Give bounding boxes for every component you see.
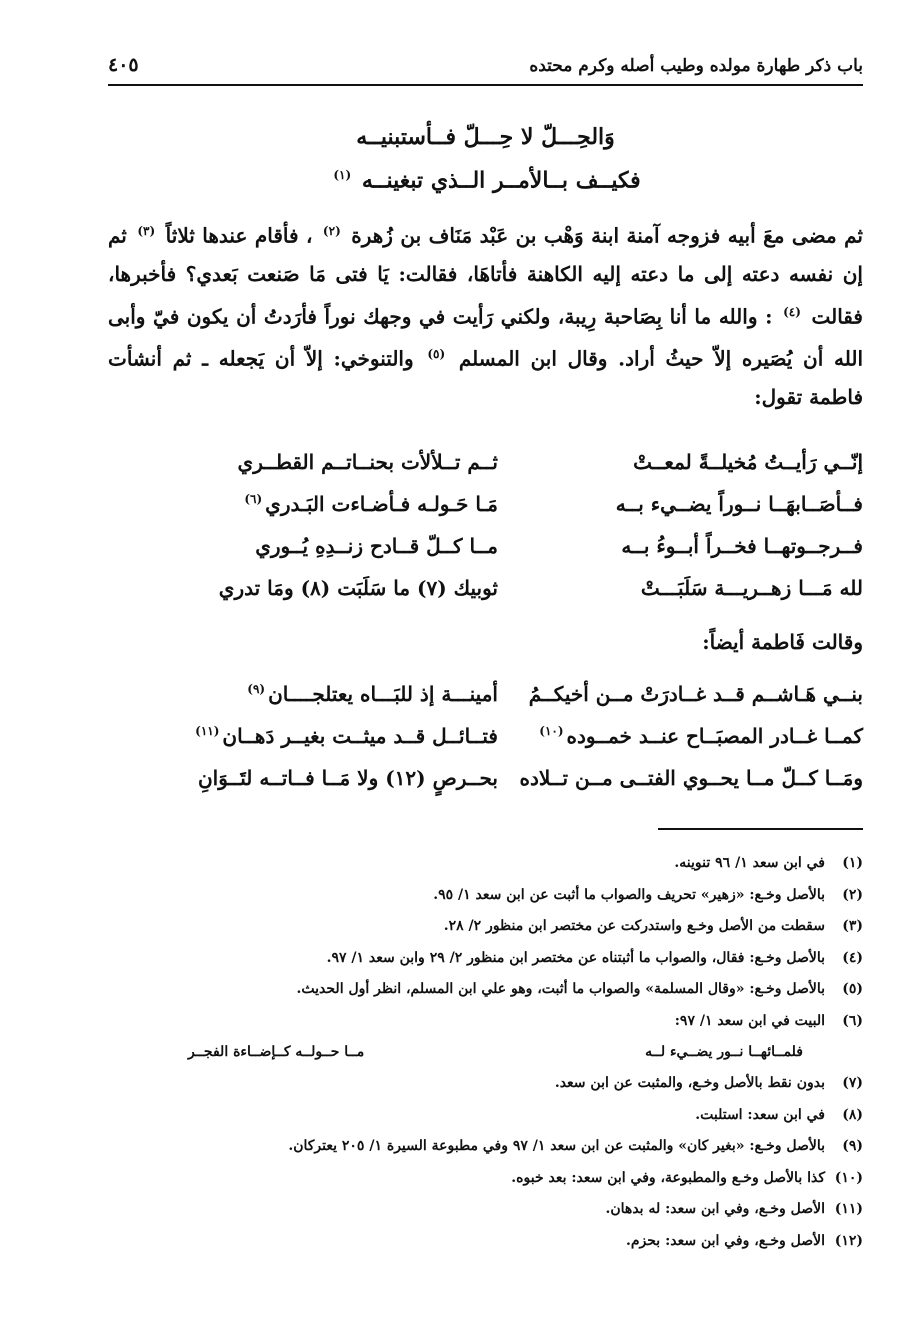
verse-first-hemistich: بنــي هَـاشــم قــد غــادرَتْ مــن أخيكــمُ	[528, 682, 863, 706]
footnote-verse-second-hemistich: مــا حــولــه كــإضــاءة الفجــر	[188, 1044, 365, 1060]
footnote-item	[108, 1068, 863, 1100]
footnote-ref-3: (٣)	[137, 224, 156, 238]
footnote-number: (١)	[842, 855, 863, 871]
verse-second-hemistich	[168, 724, 498, 748]
subheading: وقالت فَاطمة أيضاً:	[702, 630, 863, 654]
footnote-item	[108, 880, 863, 912]
verse-row	[108, 492, 863, 534]
footnote-number: (١٠)	[834, 1169, 863, 1186]
footnote-item	[108, 911, 863, 943]
footnote-number: (٧)	[842, 1075, 863, 1091]
footnote-ref-11: (١١)	[195, 724, 220, 739]
verse-first-hemistich: لله مَـــا زهــريـــة سَلَبَـــتْ	[640, 576, 863, 600]
prose-paragraph	[108, 212, 863, 416]
footnote-ref-4: (٤)	[783, 304, 801, 319]
footnote-ref-9: (٩)	[247, 682, 266, 697]
footnote-text: بالأصل وخـع: «بغير كان» والمثبت عن ابن سعد ١/ ٩٧ وفي مطبوعة السيرة ١/ ٢٠٥ يعتركان.	[288, 1138, 825, 1154]
prose-text: : والله ما أنا بِصَاحبة رِيبة، ولكني رَأيت في وجهك نوراً فأرَدتُ أن يكون فيّ وأبى الله أن يُصَيره إلاّ حيثُ أراد. وقال ابن المسلم	[108, 304, 863, 371]
footnote-item	[108, 1163, 863, 1195]
verse-second-hemistich: بحــرصٍ (١٢) ولا مَــا فــاتــه لتَــوَانِ	[197, 766, 498, 790]
verse-text: مَـا حَـولـه فـأضـاءت البَـدري	[265, 492, 498, 516]
footnote-item	[108, 1100, 863, 1132]
prose-text: ثم إن نفسه دعته إلى ما دعته إليه الكاهنة فأتاهَا، فقالت: يَا فتى مَا صَنعت بَعدي؟ فأخبرها، فقالت	[108, 223, 863, 329]
verse-second-hemistich: مــا كــلّ قــادح زنــدِهِ يُــوري	[255, 534, 498, 558]
prose-text: والتنوخي: إلاّ أن يَجعله ـ ثم أنشأت فاطمة تقول:	[108, 346, 863, 409]
footnote-text: بالأصل وخـع: فقال، والصواب ما أثبتناه عن مختصر ابن منظور ٢/ ٢٩ وابن سعد ١/ ٩٧.	[326, 949, 825, 966]
footnote-item	[108, 943, 863, 975]
running-header	[108, 44, 863, 86]
footnote-number: (٥)	[842, 981, 863, 997]
prose-text: ، فأقام عندها ثلاثاً	[165, 223, 313, 248]
verse-first-hemistich: إنّــي رَأيــتُ مُخيلــةً لمعــتْ	[633, 450, 863, 474]
footnote-text: الأصل وخـع، وفي ابن سعد: بحزم.	[626, 1232, 825, 1249]
opening-verse-line-1: وَالحِـــلّ لا حِـــلّ فــأستبنيــه	[356, 124, 615, 150]
page-number: ٤٠٥	[108, 54, 139, 76]
footnote-item	[108, 974, 863, 1006]
footnote-item	[108, 848, 863, 880]
footnote-text: بالأصل وخـع: «زهير» تحريف والصواب ما أثبت عن ابن سعد ١/ ٩٥.	[433, 886, 825, 903]
footnote-number: (١١)	[834, 1201, 863, 1217]
footnote-text: كذا بالأصل وخـع والمطبوعة، وفي ابن سعد: بعد خبوه.	[511, 1169, 825, 1186]
verse-text: كمــا غــادر المصبَــاح عنــد خمــوده	[566, 724, 863, 748]
footnote-ref-1: (١)	[333, 168, 352, 182]
footnote-separator	[658, 828, 863, 830]
footnote-text: سقطت من الأصل وخـع واستدركت عن مختصر ابن منظور ٢/ ٢٨.	[443, 918, 825, 934]
footnote-ref-5: (٥)	[427, 347, 446, 362]
footnote-number: (٤)	[842, 949, 863, 966]
footnote-number: (٦)	[842, 1012, 863, 1029]
verse-row	[108, 450, 863, 492]
footnote-number: (٢)	[842, 886, 863, 903]
opening-verse-line-2-text: فكيــف بــالأمــر الــذي تبغينــه	[361, 167, 641, 194]
footnote-text: في ابن سعد ١/ ٩٦ تنوينه.	[674, 855, 825, 871]
footnote-number: (٣)	[842, 918, 863, 934]
footnote-number: (٩)	[842, 1138, 863, 1154]
footnote-text: بدون نقط بالأصل وخـع، والمثبت عن ابن سعد.	[554, 1075, 825, 1091]
footnote-verse	[108, 1037, 863, 1068]
poem-fatima-2	[108, 682, 863, 808]
verse-first-hemistich: ومَــا كــلّ مــا يحــوي الفتــى مــن تــلاده	[519, 766, 863, 790]
verse-first-hemistich	[518, 724, 863, 748]
verse-second-hemistich: ثوبيك (٧) ما سَلَبَت (٨) ومَا تدري	[218, 576, 498, 600]
footnote-item	[108, 1006, 863, 1038]
prose-text: ثم مضى معَ أبيه فزوجه آمنة ابنة وَهْب بن عَبْد مَنَاف بن زُهرة	[351, 223, 863, 248]
poem-fatima-1	[108, 450, 863, 618]
verse-first-hemistich: فــأصَــابهَــا نــوراً يضــيء بــه	[615, 492, 863, 516]
footnote-number: (١٢)	[834, 1232, 863, 1249]
footnote-ref-2: (٢)	[322, 224, 341, 238]
footnotes	[108, 848, 863, 1257]
verse-second-hemistich	[168, 492, 498, 516]
verse-row	[108, 682, 863, 724]
chapter-title: باب ذكر طهارة مولده وطيب أصله وكرم محتده	[529, 56, 863, 76]
footnote-item	[108, 1131, 863, 1163]
footnote-item	[108, 1226, 863, 1258]
footnote-ref-6: (٦)	[244, 492, 263, 507]
footnote-text: في ابن سعد: استلبت.	[695, 1106, 825, 1123]
verse-second-hemistich	[168, 682, 498, 706]
verse-row	[108, 724, 863, 766]
verse-first-hemistich: فــرجــوتهــا فخــراً أبــوءُ بــه	[621, 534, 863, 558]
verse-row	[108, 576, 863, 618]
footnote-verse-first-hemistich: فلمــائهــا نــور يضــيء لــه	[645, 1044, 803, 1060]
verse-text: أمينـــة إذ للبَـــاه يعتلجــــان	[268, 682, 498, 706]
footnote-text: بالأصل وخـع: «وقال المسلمة» والصواب ما أثبت، وهو علي ابن المسلم، انظر أول الحديث.	[296, 981, 825, 997]
footnote-text: الأصل وخـع، وفي ابن سعد: له بدهان.	[605, 1201, 825, 1217]
footnote-ref-10: (١٠)	[539, 724, 564, 739]
verse-row	[108, 534, 863, 576]
footnote-item	[108, 1194, 863, 1226]
footnote-number: (٨)	[842, 1106, 863, 1123]
opening-verse-line-2	[108, 156, 863, 199]
footnote-text: البيت في ابن سعد ١/ ٩٧:	[674, 1012, 825, 1029]
verse-second-hemistich: ثــم تــلألأت بحنــاتــم القطــري	[237, 450, 498, 474]
verse-row	[108, 766, 863, 808]
verse-text: فتــائــل قــد ميثــت بغيــر دَهــان	[222, 724, 498, 748]
opening-verse	[108, 118, 863, 199]
